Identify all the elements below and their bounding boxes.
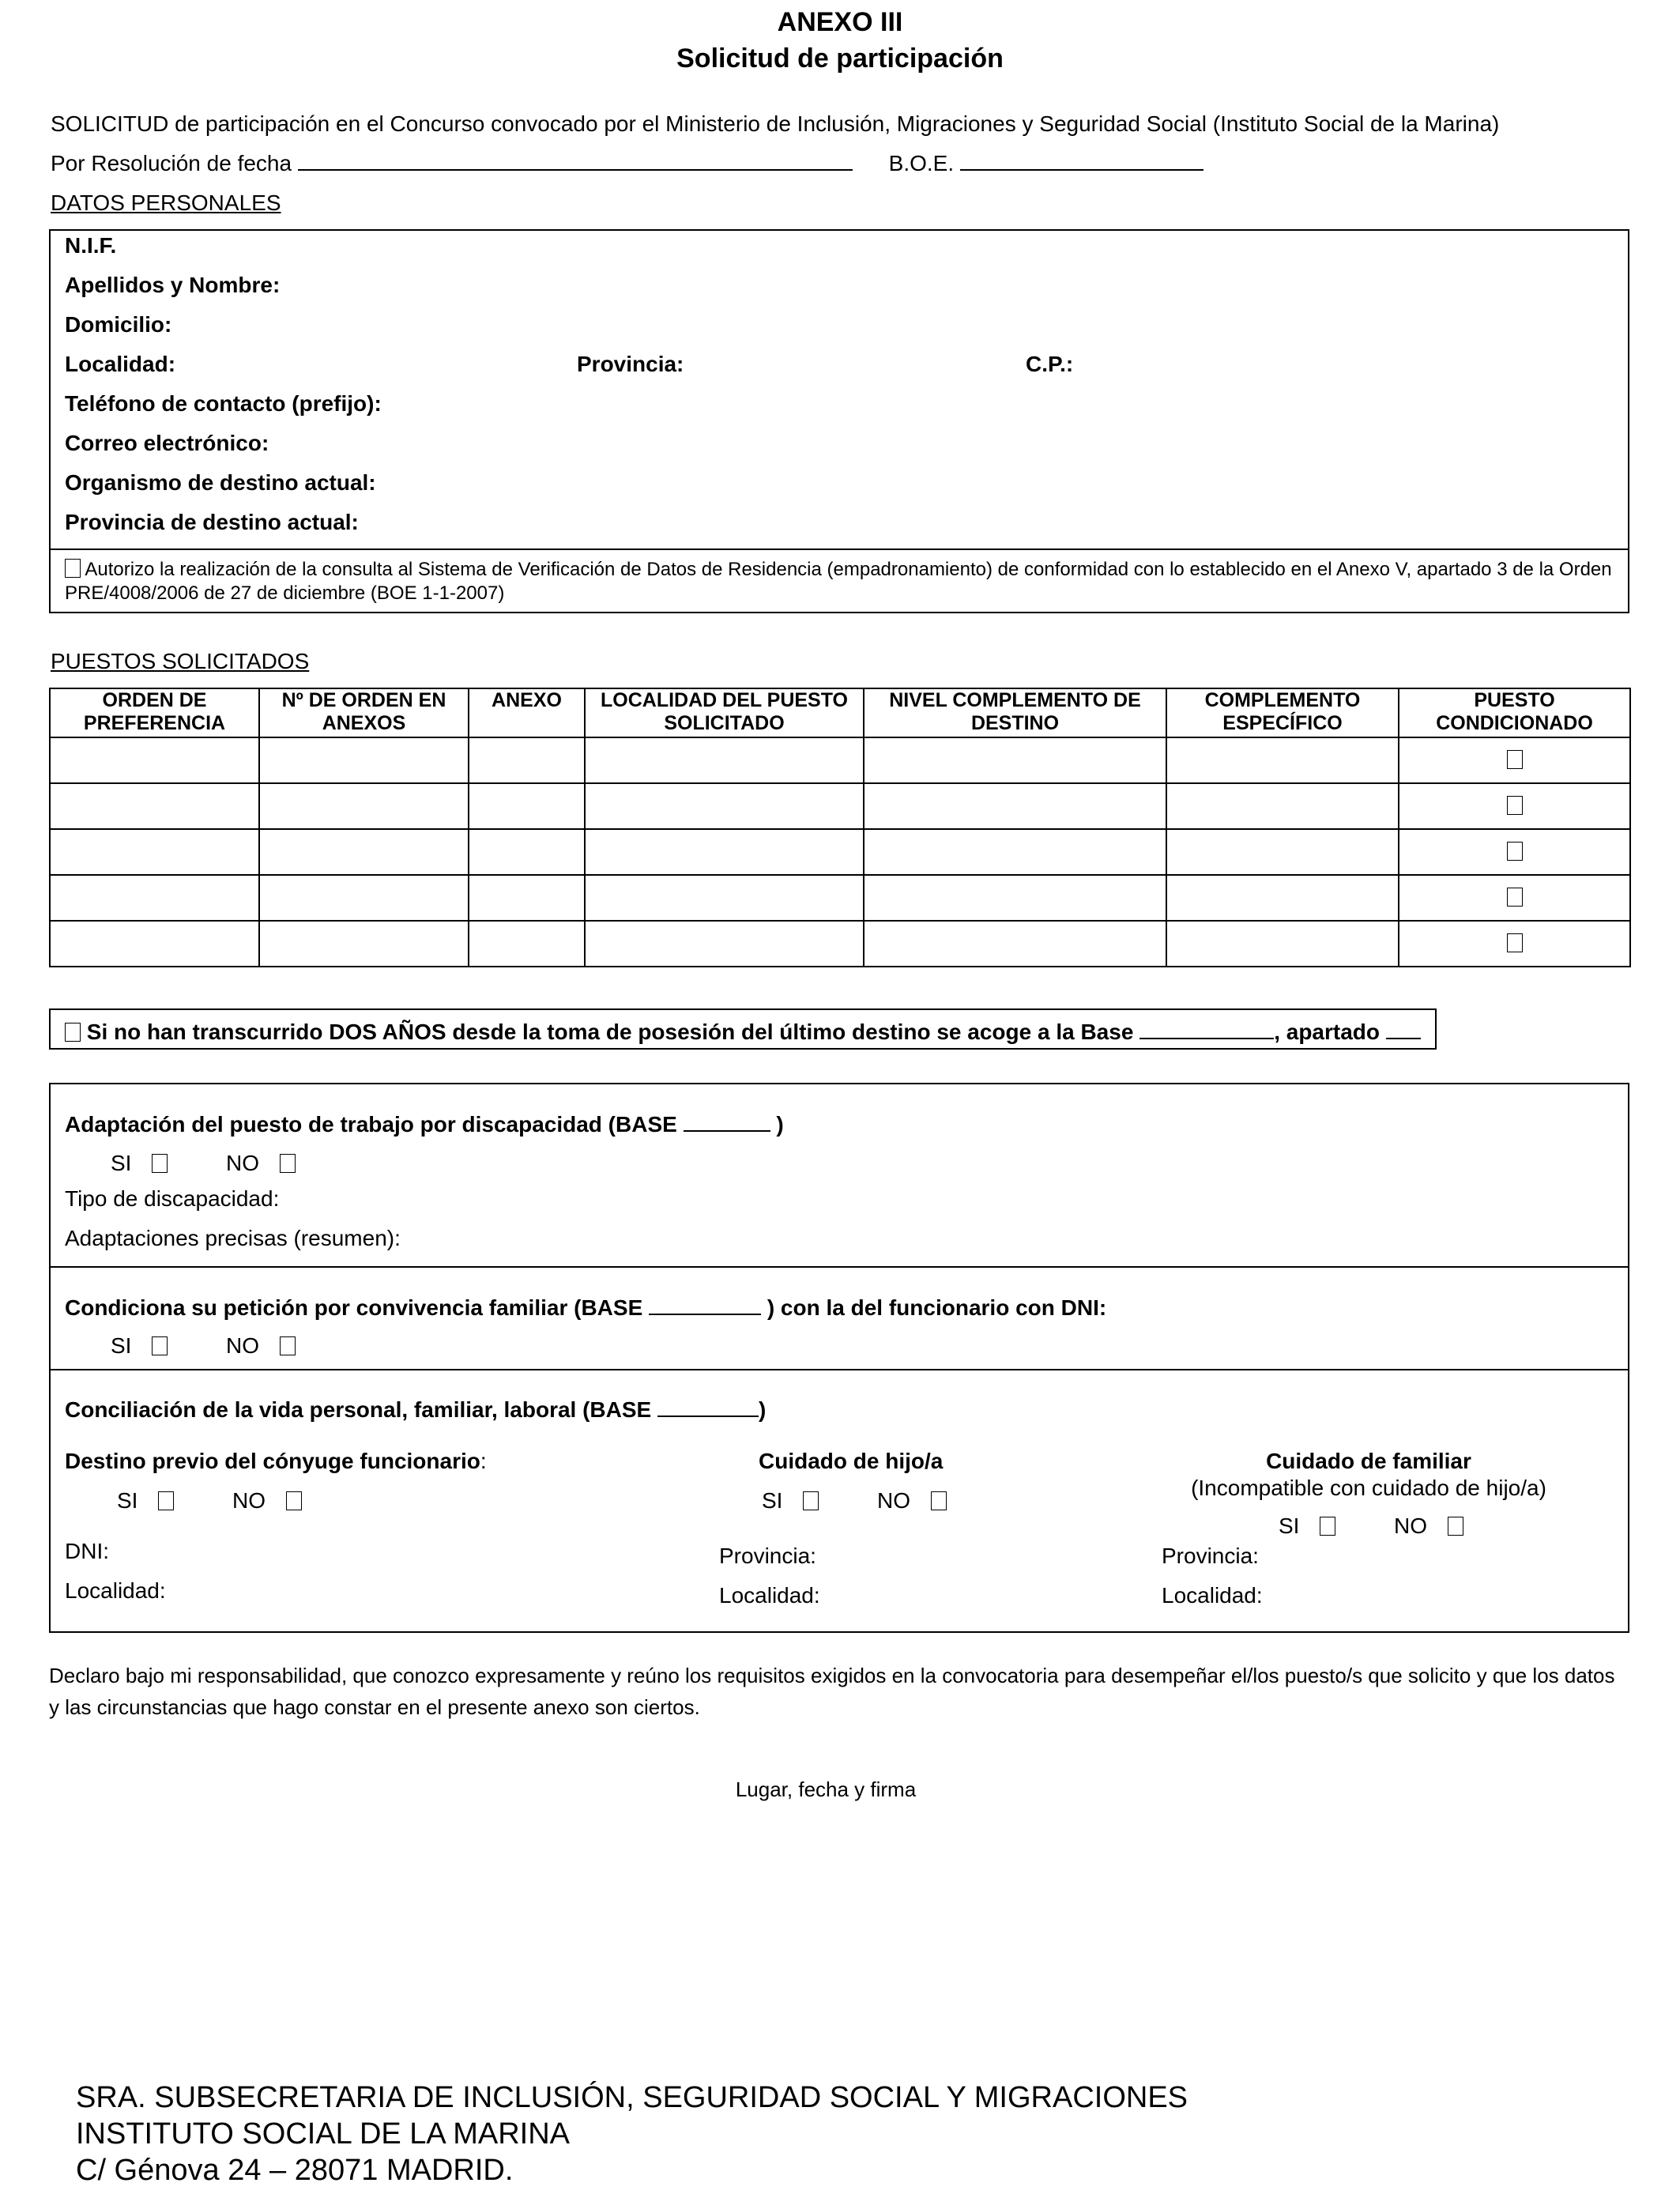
- condiciona-title-text: Condiciona su petición por convivencia familiar (BASE: [65, 1295, 643, 1320]
- table-cell[interactable]: [50, 921, 259, 967]
- conyuge-dni-label: DNI:: [65, 1539, 109, 1563]
- condicionado-checkbox[interactable]: [1507, 796, 1523, 815]
- conyuge-no-checkbox[interactable]: [286, 1491, 302, 1510]
- table-row: [50, 921, 1630, 967]
- resolucion-row: [51, 150, 1203, 177]
- familiar-si-label: SI: [1279, 1514, 1300, 1538]
- condiciona-close: ) con la del funcionario con DNI:: [761, 1295, 1107, 1320]
- puestos-heading: PUESTOS SOLICITADOS: [51, 649, 310, 673]
- dos-anos-apartado-field[interactable]: [1386, 1038, 1421, 1039]
- autorizo-row: [65, 558, 1618, 605]
- telefono-label: Teléfono de contacto (prefijo):: [65, 391, 382, 416]
- hijo-title: Cuidado de hijo/a: [759, 1449, 944, 1473]
- adaptacion-no-checkbox[interactable]: [280, 1154, 296, 1173]
- condicionado-checkbox[interactable]: [1507, 842, 1523, 861]
- adaptacion-close: ): [770, 1112, 784, 1137]
- declaracion-line-2: y las circunstancias que hago constar en el presente anexo son ciertos.: [49, 1695, 700, 1719]
- adaptacion-base-field[interactable]: [684, 1130, 770, 1132]
- col-numero-orden: Nº DE ORDEN EN ANEXOS: [259, 688, 469, 737]
- col-localidad: LOCALIDAD DEL PUESTO SOLICITADO: [585, 688, 864, 737]
- adaptacion-si-label: SI: [111, 1151, 132, 1175]
- adaptacion-options: [111, 1150, 296, 1177]
- organismo-label: Organismo de destino actual:: [65, 470, 376, 495]
- dos-anos-emph: DOS AÑOS: [329, 1020, 446, 1044]
- table-cell[interactable]: [50, 783, 259, 829]
- declaracion-line-1: Declaro bajo mi responsabilidad, que conozco expresamente y reúno los requisitos exigidos en la convocatoria para desempeñar el/los puesto/s que solicito y que los datos: [49, 1664, 1615, 1687]
- adaptacion-si-checkbox[interactable]: [152, 1154, 168, 1173]
- table-row: [50, 783, 1630, 829]
- familiar-provincia-label: Provincia:: [1162, 1544, 1259, 1568]
- correo-label: Correo electrónico:: [65, 431, 269, 455]
- autorizo-text: Autorizo la realización de la consulta al Sistema de Verificación de Datos de Residencia (empadronamiento) de conformidad con lo establecido en el Anexo V, apartado 3 de la Orden PRE/4008/2006 de 27 de diciembre (BOE 1-1-2007): [65, 559, 1612, 604]
- hijo-si-checkbox[interactable]: [803, 1491, 819, 1510]
- col-condicionado: PUESTO CONDICIONADO: [1399, 688, 1630, 737]
- destinatario-line-3: C/ Génova 24 – 28071 MADRID.: [76, 2154, 514, 2187]
- boe-field[interactable]: [960, 169, 1203, 171]
- puestos-header-row: [50, 688, 1630, 737]
- col-nivel: NIVEL COMPLEMENTO DE DESTINO: [864, 688, 1166, 737]
- cp-label: C.P.:: [1026, 352, 1074, 376]
- table-cell[interactable]: [864, 737, 1166, 783]
- page-title: Solicitud de participación: [676, 43, 1004, 74]
- condiciona-title: [65, 1295, 1106, 1321]
- hijo-no-label: NO: [877, 1488, 911, 1513]
- table-cell[interactable]: [1166, 829, 1399, 875]
- dos-anos-mid: desde la toma de posesión del último destino se acoge a la Base: [446, 1020, 1140, 1044]
- solicitud-text: SOLICITUD de participación en el Concurso convocado por el Ministerio de Inclusión, Migraciones y Seguridad Social (Instituto Social de la Marina): [51, 111, 1500, 136]
- hijo-localidad-label: Localidad:: [719, 1583, 820, 1608]
- table-cell[interactable]: [50, 829, 259, 875]
- familiar-no-checkbox[interactable]: [1448, 1517, 1463, 1536]
- col-orden-preferencia: ORDEN DE PREFERENCIA: [50, 688, 259, 737]
- condicionado-cell: [1399, 783, 1630, 829]
- destinatario-line-2: INSTITUTO SOCIAL DE LA MARINA: [76, 2117, 571, 2151]
- table-cell[interactable]: [259, 875, 469, 921]
- autorizo-checkbox[interactable]: [65, 559, 81, 578]
- hijo-options: [762, 1487, 947, 1514]
- conyuge-si-checkbox[interactable]: [158, 1491, 174, 1510]
- tipo-discapacidad-label: Tipo de discapacidad:: [65, 1186, 280, 1211]
- familiar-no-label: NO: [1394, 1514, 1428, 1538]
- familiar-note: (Incompatible con cuidado de hijo/a): [1191, 1476, 1546, 1500]
- localidad-label: Localidad:: [65, 352, 176, 376]
- condiciona-options: [111, 1333, 296, 1359]
- table-row: [50, 829, 1630, 875]
- condicionado-checkbox[interactable]: [1507, 933, 1523, 952]
- adaptacion-no-label: NO: [226, 1151, 260, 1175]
- conyuge-title-text: Destino previo del cónyuge funcionario: [65, 1449, 480, 1473]
- conyuge-si-label: SI: [117, 1488, 138, 1513]
- provincia-label: Provincia:: [577, 352, 684, 376]
- table-cell[interactable]: [864, 875, 1166, 921]
- domicilio-label: Domicilio:: [65, 312, 172, 337]
- condicionado-cell: [1399, 737, 1630, 783]
- table-cell[interactable]: [50, 875, 259, 921]
- condicionado-cell: [1399, 875, 1630, 921]
- table-cell[interactable]: [469, 829, 585, 875]
- familiar-si-checkbox[interactable]: [1320, 1517, 1335, 1536]
- table-cell[interactable]: [259, 829, 469, 875]
- table-cell[interactable]: [864, 783, 1166, 829]
- table-cell[interactable]: [1166, 737, 1399, 783]
- table-cell[interactable]: [469, 783, 585, 829]
- dos-anos-row: [65, 1019, 1421, 1046]
- conyuge-localidad-label: Localidad:: [65, 1578, 166, 1603]
- puestos-table: [49, 688, 1631, 967]
- dos-anos-base-field[interactable]: [1139, 1038, 1274, 1039]
- resolucion-label: Por Resolución de fecha: [51, 151, 292, 175]
- table-row: [50, 737, 1630, 783]
- datos-divider: [49, 548, 1629, 550]
- table-cell[interactable]: [469, 737, 585, 783]
- table-cell[interactable]: [585, 737, 864, 783]
- table-row: [50, 875, 1630, 921]
- table-cell[interactable]: [1166, 875, 1399, 921]
- hijo-provincia-label: Provincia:: [719, 1544, 816, 1568]
- table-cell[interactable]: [585, 921, 864, 967]
- datos-personales-box: [49, 229, 1629, 613]
- condicionado-cell: [1399, 829, 1630, 875]
- familiar-title: Cuidado de familiar: [1266, 1449, 1471, 1473]
- provincia-destino-label: Provincia de destino actual:: [65, 510, 359, 534]
- table-cell[interactable]: [585, 783, 864, 829]
- dos-anos-prefix: Si no han transcurrido: [86, 1020, 330, 1044]
- table-cell[interactable]: [1166, 783, 1399, 829]
- conyuge-options: [117, 1487, 302, 1514]
- table-cell[interactable]: [259, 783, 469, 829]
- situaciones-divider-1: [49, 1266, 1629, 1268]
- conciliacion-title: [65, 1397, 766, 1423]
- condiciona-no-checkbox[interactable]: [280, 1336, 296, 1355]
- table-cell[interactable]: [259, 921, 469, 967]
- nif-label: N.I.F.: [65, 233, 117, 258]
- hijo-no-checkbox[interactable]: [931, 1491, 947, 1510]
- destinatario-line-1: SRA. SUBSECRETARIA DE INCLUSIÓN, SEGURIDAD SOCIAL Y MIGRACIONES: [76, 2081, 1188, 2114]
- table-cell[interactable]: [259, 737, 469, 783]
- familiar-localidad-label: Localidad:: [1162, 1583, 1263, 1608]
- conciliacion-close: ): [759, 1397, 767, 1422]
- adaptacion-title: [65, 1111, 784, 1138]
- table-cell[interactable]: [469, 875, 585, 921]
- col-anexo: ANEXO: [469, 688, 585, 737]
- col-complemento: COMPLEMENTO ESPECÍFICO: [1166, 688, 1399, 737]
- datos-personales-heading: DATOS PERSONALES: [51, 190, 281, 215]
- condiciona-si-label: SI: [111, 1333, 132, 1358]
- dos-anos-checkbox[interactable]: [65, 1023, 81, 1042]
- adaptaciones-label: Adaptaciones precisas (resumen):: [65, 1226, 401, 1250]
- adaptacion-title-text: Adaptación del puesto de trabajo por discapacidad (BASE: [65, 1112, 677, 1137]
- situaciones-divider-2: [49, 1369, 1629, 1370]
- conyuge-title: [65, 1448, 487, 1475]
- table-cell[interactable]: [864, 829, 1166, 875]
- condicionado-cell: [1399, 921, 1630, 967]
- conciliacion-title-text: Conciliación de la vida personal, familiar, laboral (BASE: [65, 1397, 652, 1422]
- table-cell[interactable]: [50, 737, 259, 783]
- table-cell[interactable]: [469, 921, 585, 967]
- condicionado-checkbox[interactable]: [1507, 750, 1523, 769]
- condicionado-checkbox[interactable]: [1507, 888, 1523, 907]
- table-cell[interactable]: [585, 875, 864, 921]
- table-cell[interactable]: [585, 829, 864, 875]
- familiar-options: [1279, 1513, 1463, 1540]
- boe-label: B.O.E.: [888, 151, 955, 175]
- table-cell[interactable]: [1166, 921, 1399, 967]
- conciliacion-base-field[interactable]: [657, 1416, 759, 1417]
- firma-label: Lugar, fecha y firma: [735, 1777, 917, 1801]
- condiciona-no-label: NO: [226, 1333, 260, 1358]
- conyuge-no-label: NO: [232, 1488, 266, 1513]
- annex-label: ANEXO III: [777, 7, 903, 37]
- hijo-si-label: SI: [762, 1488, 783, 1513]
- conyuge-colon: :: [480, 1449, 487, 1473]
- table-cell[interactable]: [864, 921, 1166, 967]
- condiciona-si-checkbox[interactable]: [152, 1336, 168, 1355]
- dos-anos-apartado: , apartado: [1274, 1020, 1386, 1044]
- apellidos-label: Apellidos y Nombre:: [65, 273, 281, 297]
- condiciona-base-field[interactable]: [649, 1314, 761, 1315]
- resolucion-date-field[interactable]: [298, 169, 853, 171]
